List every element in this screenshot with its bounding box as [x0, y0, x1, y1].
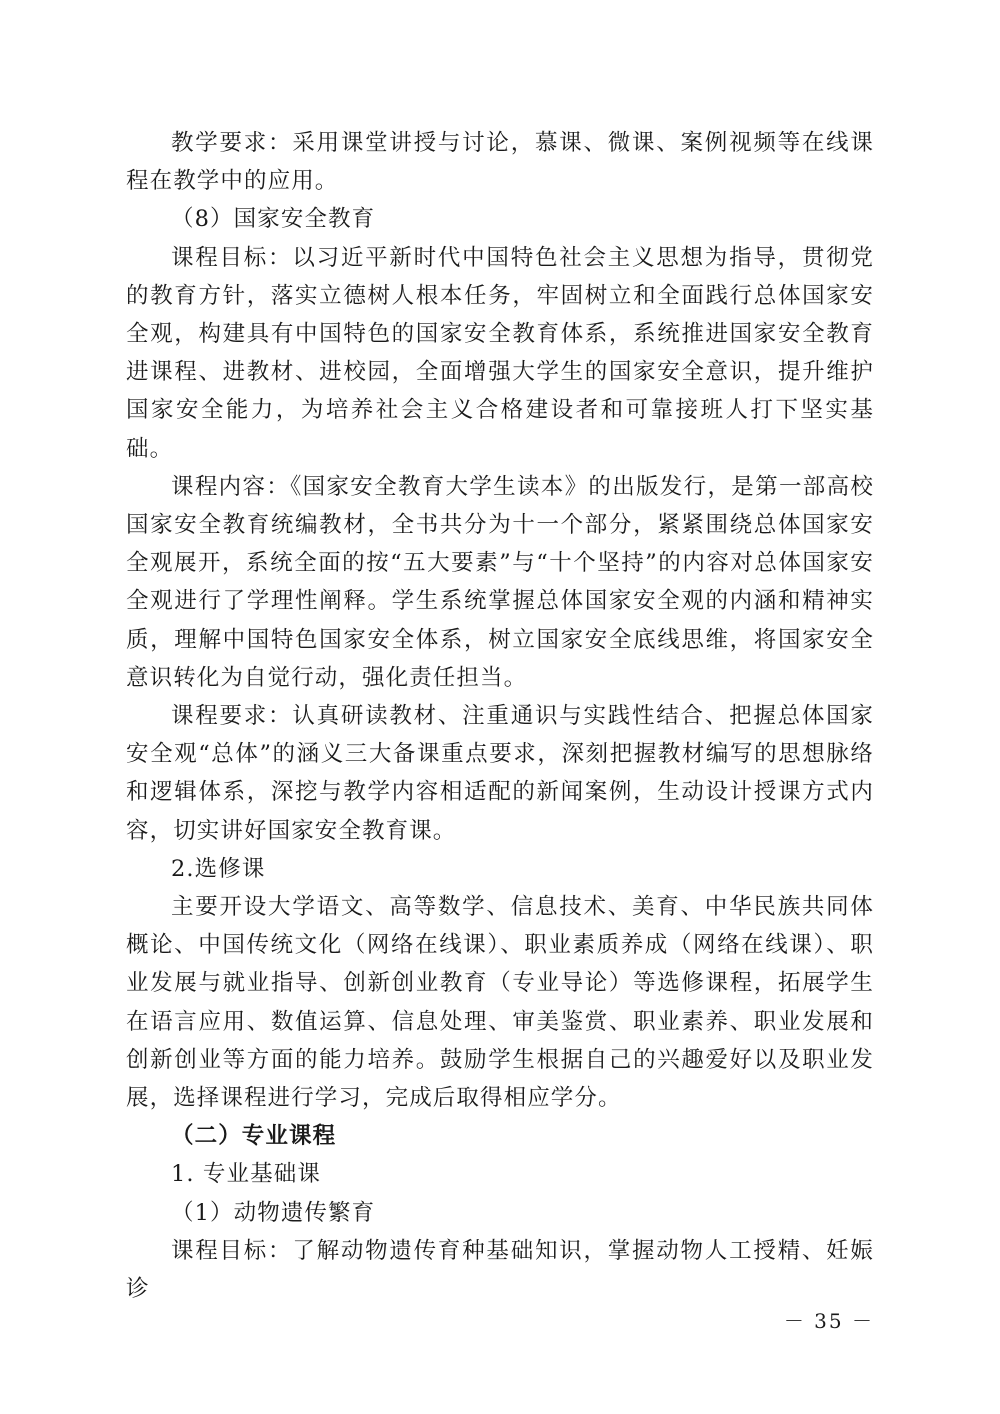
section-heading-electives: 2.选修课	[171, 855, 266, 882]
page-body	[126, 124, 874, 1308]
page-number: － 35 －	[783, 1309, 874, 1333]
section-heading-professional-courses: （二）专业课程	[171, 1123, 337, 1150]
page-number-footer	[0, 1305, 1000, 1334]
section-heading-animal-breeding: （1）动物遗传繁育	[171, 1199, 376, 1226]
section-heading-foundation-courses: 1. 专业基础课	[171, 1161, 321, 1188]
course-objective-paragraph: 课程目标：以习近平新时代中国特色社会主义思想为指导，贯彻党的教育方针，落实立德树人根本任务，牢固树立和全面践行总体国家安全观，构建具有中国特色的国家安全教育体系，系统推进国家安全教育进课程、进教材、进校园，全面增强大学生的国家安全意识，提升维护国家安全能力，为培养社会主义合格建设者和可靠接班人打下坚实基础。	[126, 244, 874, 462]
teaching-requirement-paragraph: 教学要求：采用课堂讲授与讨论，慕课、微课、案例视频等在线课程在教学中的应用。	[126, 130, 874, 195]
course-content-paragraph: 课程内容：《国家安全教育大学生读本》的出版发行，是第一部高校国家安全教育统编教材，全书共分为十一个部分，紧紧围绕总体国家安全观展开，系统全面的按“五大要素”与“十个坚持”的内容对总体国家安全观进行了学理性阐释。学生系统掌握总体国家安全观的内涵和精神实质，理解中国特色国家安全体系，树立国家安全底线思维，将国家安全意识转化为自觉行动，强化责任担当。	[126, 473, 874, 691]
animal-breeding-objective-paragraph: 课程目标：了解动物遗传育种基础知识，掌握动物人工授精、妊娠诊	[126, 1237, 874, 1303]
electives-paragraph: 主要开设大学语文、高等数学、信息技术、美育、中华民族共同体概论、中国传统文化（网络在线课）、职业素质养成（网络在线课）、职业发展与就业指导、创新创业教育（专业导论）等选修课程，拓展学生在语言应用、数值运算、信息处理、审美鉴赏、职业素养、职业发展和创新创业等方面的能力培养。鼓励学生根据自己的兴趣爱好以及职业发展，选择课程进行学习，完成后取得相应学分。	[126, 894, 874, 1112]
course-requirement-paragraph: 课程要求：认真研读教材、注重通识与实践性结合、把握总体国家安全观“总体”的涵义三大备课重点要求，深刻把握教材编写的思想脉络和逻辑体系，深挖与教学内容相适配的新闻案例，生动设计授课方式内容，切实讲好国家安全教育课。	[126, 703, 874, 844]
section-heading-national-security: （8）国家安全教育	[171, 206, 376, 233]
